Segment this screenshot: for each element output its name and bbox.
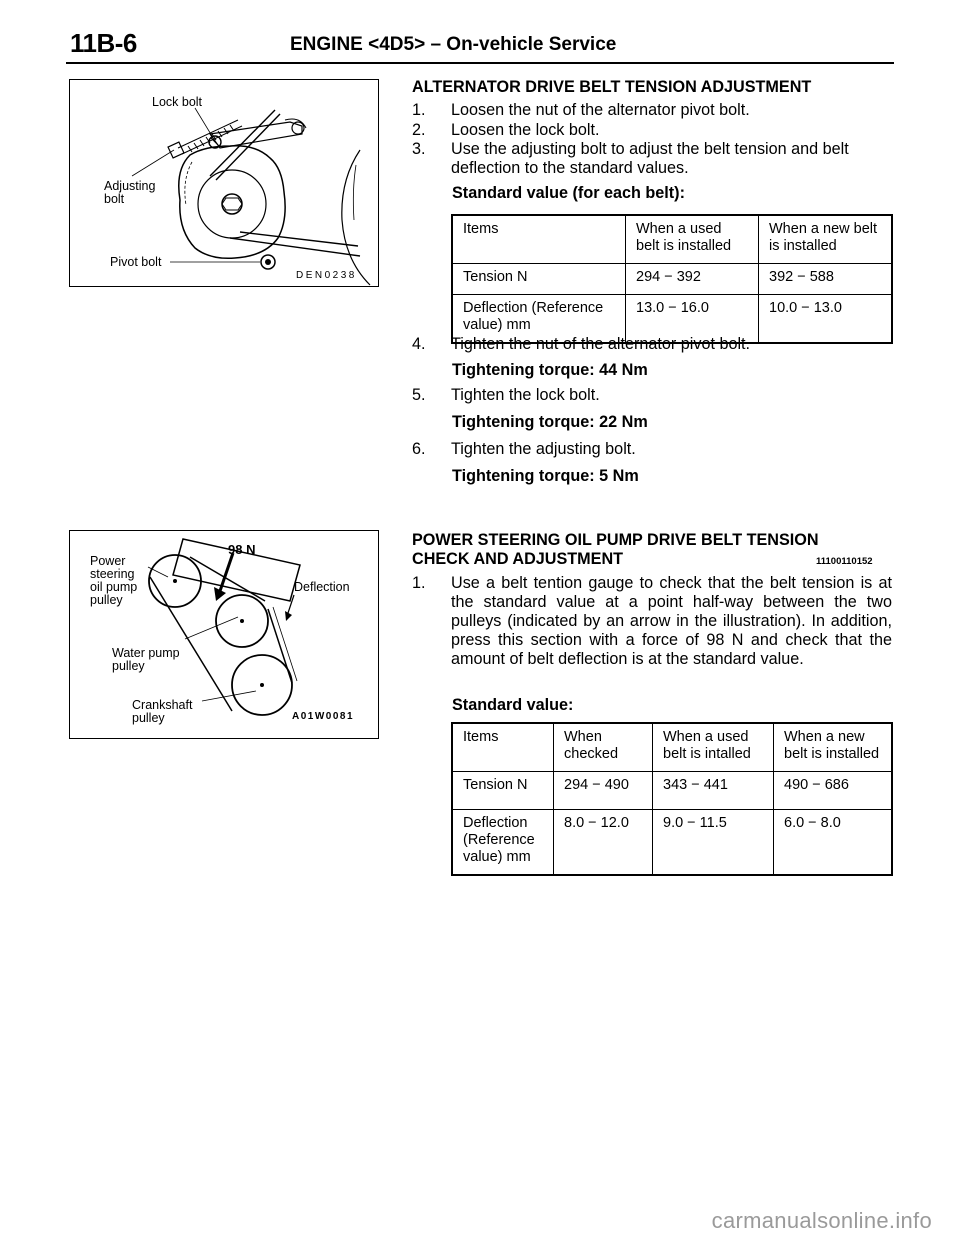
power-steering-label-3: oil pump	[90, 580, 138, 594]
step-text: Tighten the adjusting bolt.	[451, 440, 636, 458]
step-item	[412, 140, 892, 178]
table-cell: 490 − 686	[774, 772, 893, 810]
table-cell: 294 − 490	[554, 772, 653, 810]
table-header: When a new belt is installed	[759, 215, 893, 264]
power-steering-label-1: Power	[90, 554, 126, 568]
standard-value-label: Standard value:	[452, 696, 574, 714]
standard-value-label: Standard value (for each belt):	[452, 184, 685, 202]
step-item	[412, 386, 892, 405]
section-code: 11B-6	[70, 28, 137, 58]
table-header: When checked	[554, 723, 653, 772]
table-cell: 9.0 − 11.5	[653, 810, 774, 876]
table-cell: 8.0 − 12.0	[554, 810, 653, 876]
tightening-torque: Tightening torque: 5 Nm	[452, 467, 639, 485]
table-row	[452, 264, 892, 295]
table-header: Items	[452, 723, 554, 772]
step-number: 1.	[412, 574, 426, 592]
belt-tension-figure	[69, 530, 379, 739]
table-header: Items	[452, 215, 626, 264]
pivot-bolt-label: Pivot bolt	[110, 255, 162, 269]
lock-bolt-label: Lock bolt	[152, 95, 203, 109]
step-item	[412, 574, 892, 669]
belt-spec-table	[451, 214, 893, 344]
step-number: 6.	[412, 440, 426, 458]
table-cell: Deflection (Reference value) mm	[452, 295, 626, 344]
figure-code: DEN0238	[296, 270, 357, 281]
table-cell: Tension N	[452, 772, 554, 810]
tightening-torque: Tightening torque: 22 Nm	[452, 413, 648, 431]
step-text: Use a belt tention gauge to check that the belt tension is at the standard value at a point half-way between the two pulleys (indicated by an arrow in the illustration). In addition, press this section with a force of 98 N and check that the amount of belt deflection is at the standard value.	[451, 574, 892, 668]
table-header-row	[452, 723, 892, 772]
step-text: Loosen the nut of the alternator pivot bolt.	[451, 101, 750, 119]
table-cell: 392 − 588	[759, 264, 893, 295]
table-cell: 10.0 − 13.0	[759, 295, 893, 344]
step-number: 4.	[412, 335, 426, 353]
adjusting-bolt-label-2: bolt	[104, 192, 125, 206]
step-number: 3.	[412, 140, 426, 158]
table-header-row	[452, 215, 892, 264]
step-item	[412, 121, 892, 140]
table-header: When a new belt is installed	[774, 723, 893, 772]
crankshaft-label-1: Crankshaft	[132, 698, 193, 712]
step-text: Tighten the lock bolt.	[451, 386, 600, 404]
table-row	[452, 772, 892, 810]
step-number: 5.	[412, 386, 426, 404]
force-label: 98 N	[228, 542, 256, 557]
section-title: ALTERNATOR DRIVE BELT TENSION ADJUSTMENT	[412, 78, 812, 96]
table-cell: Deflection (Reference value) mm	[452, 810, 554, 876]
page-title: ENGINE <4D5> – On-vehicle Service	[290, 34, 617, 55]
table-cell: 13.0 − 16.0	[626, 295, 759, 344]
watermark: carmanualsonline.info	[711, 1208, 932, 1233]
tightening-torque: Tightening torque: 44 Nm	[452, 361, 648, 379]
table-cell: 343 − 441	[653, 772, 774, 810]
header-divider	[66, 62, 894, 64]
table-cell: 6.0 − 8.0	[774, 810, 893, 876]
step-item	[412, 101, 892, 120]
water-pump-label-2: pulley	[112, 659, 145, 673]
step-item	[412, 440, 892, 459]
figure-code: A01W0081	[292, 711, 355, 722]
step-number: 1.	[412, 101, 426, 119]
section-title: POWER STEERING OIL PUMP DRIVE BELT TENSION	[412, 531, 819, 549]
reference-code: 11100110152	[816, 556, 873, 567]
deflection-label: Deflection	[294, 580, 350, 594]
table-header: When a used belt is installed	[626, 215, 759, 264]
power-steering-label-2: steering	[90, 567, 135, 581]
table-header: When a used belt is intalled	[653, 723, 774, 772]
step-item	[412, 335, 892, 354]
water-pump-label-1: Water pump	[112, 646, 180, 660]
adjusting-bolt-label-1: Adjusting	[104, 179, 156, 193]
power-steering-label-4: pulley	[90, 593, 123, 607]
step-text: Tighten the nut of the alternator pivot bolt.	[451, 335, 751, 353]
step-text: Use the adjusting bolt to adjust the belt tension and belt deflection to the standard values.	[451, 140, 849, 177]
step-text: Loosen the lock bolt.	[451, 121, 600, 139]
table-cell: 294 − 392	[626, 264, 759, 295]
table-cell: Tension N	[452, 264, 626, 295]
alternator-figure	[69, 79, 379, 287]
ps-belt-spec-table	[451, 722, 893, 876]
section-title-line2: CHECK AND ADJUSTMENT	[412, 550, 624, 568]
table-row	[452, 810, 892, 876]
crankshaft-label-2: pulley	[132, 711, 165, 725]
step-number: 2.	[412, 121, 426, 139]
